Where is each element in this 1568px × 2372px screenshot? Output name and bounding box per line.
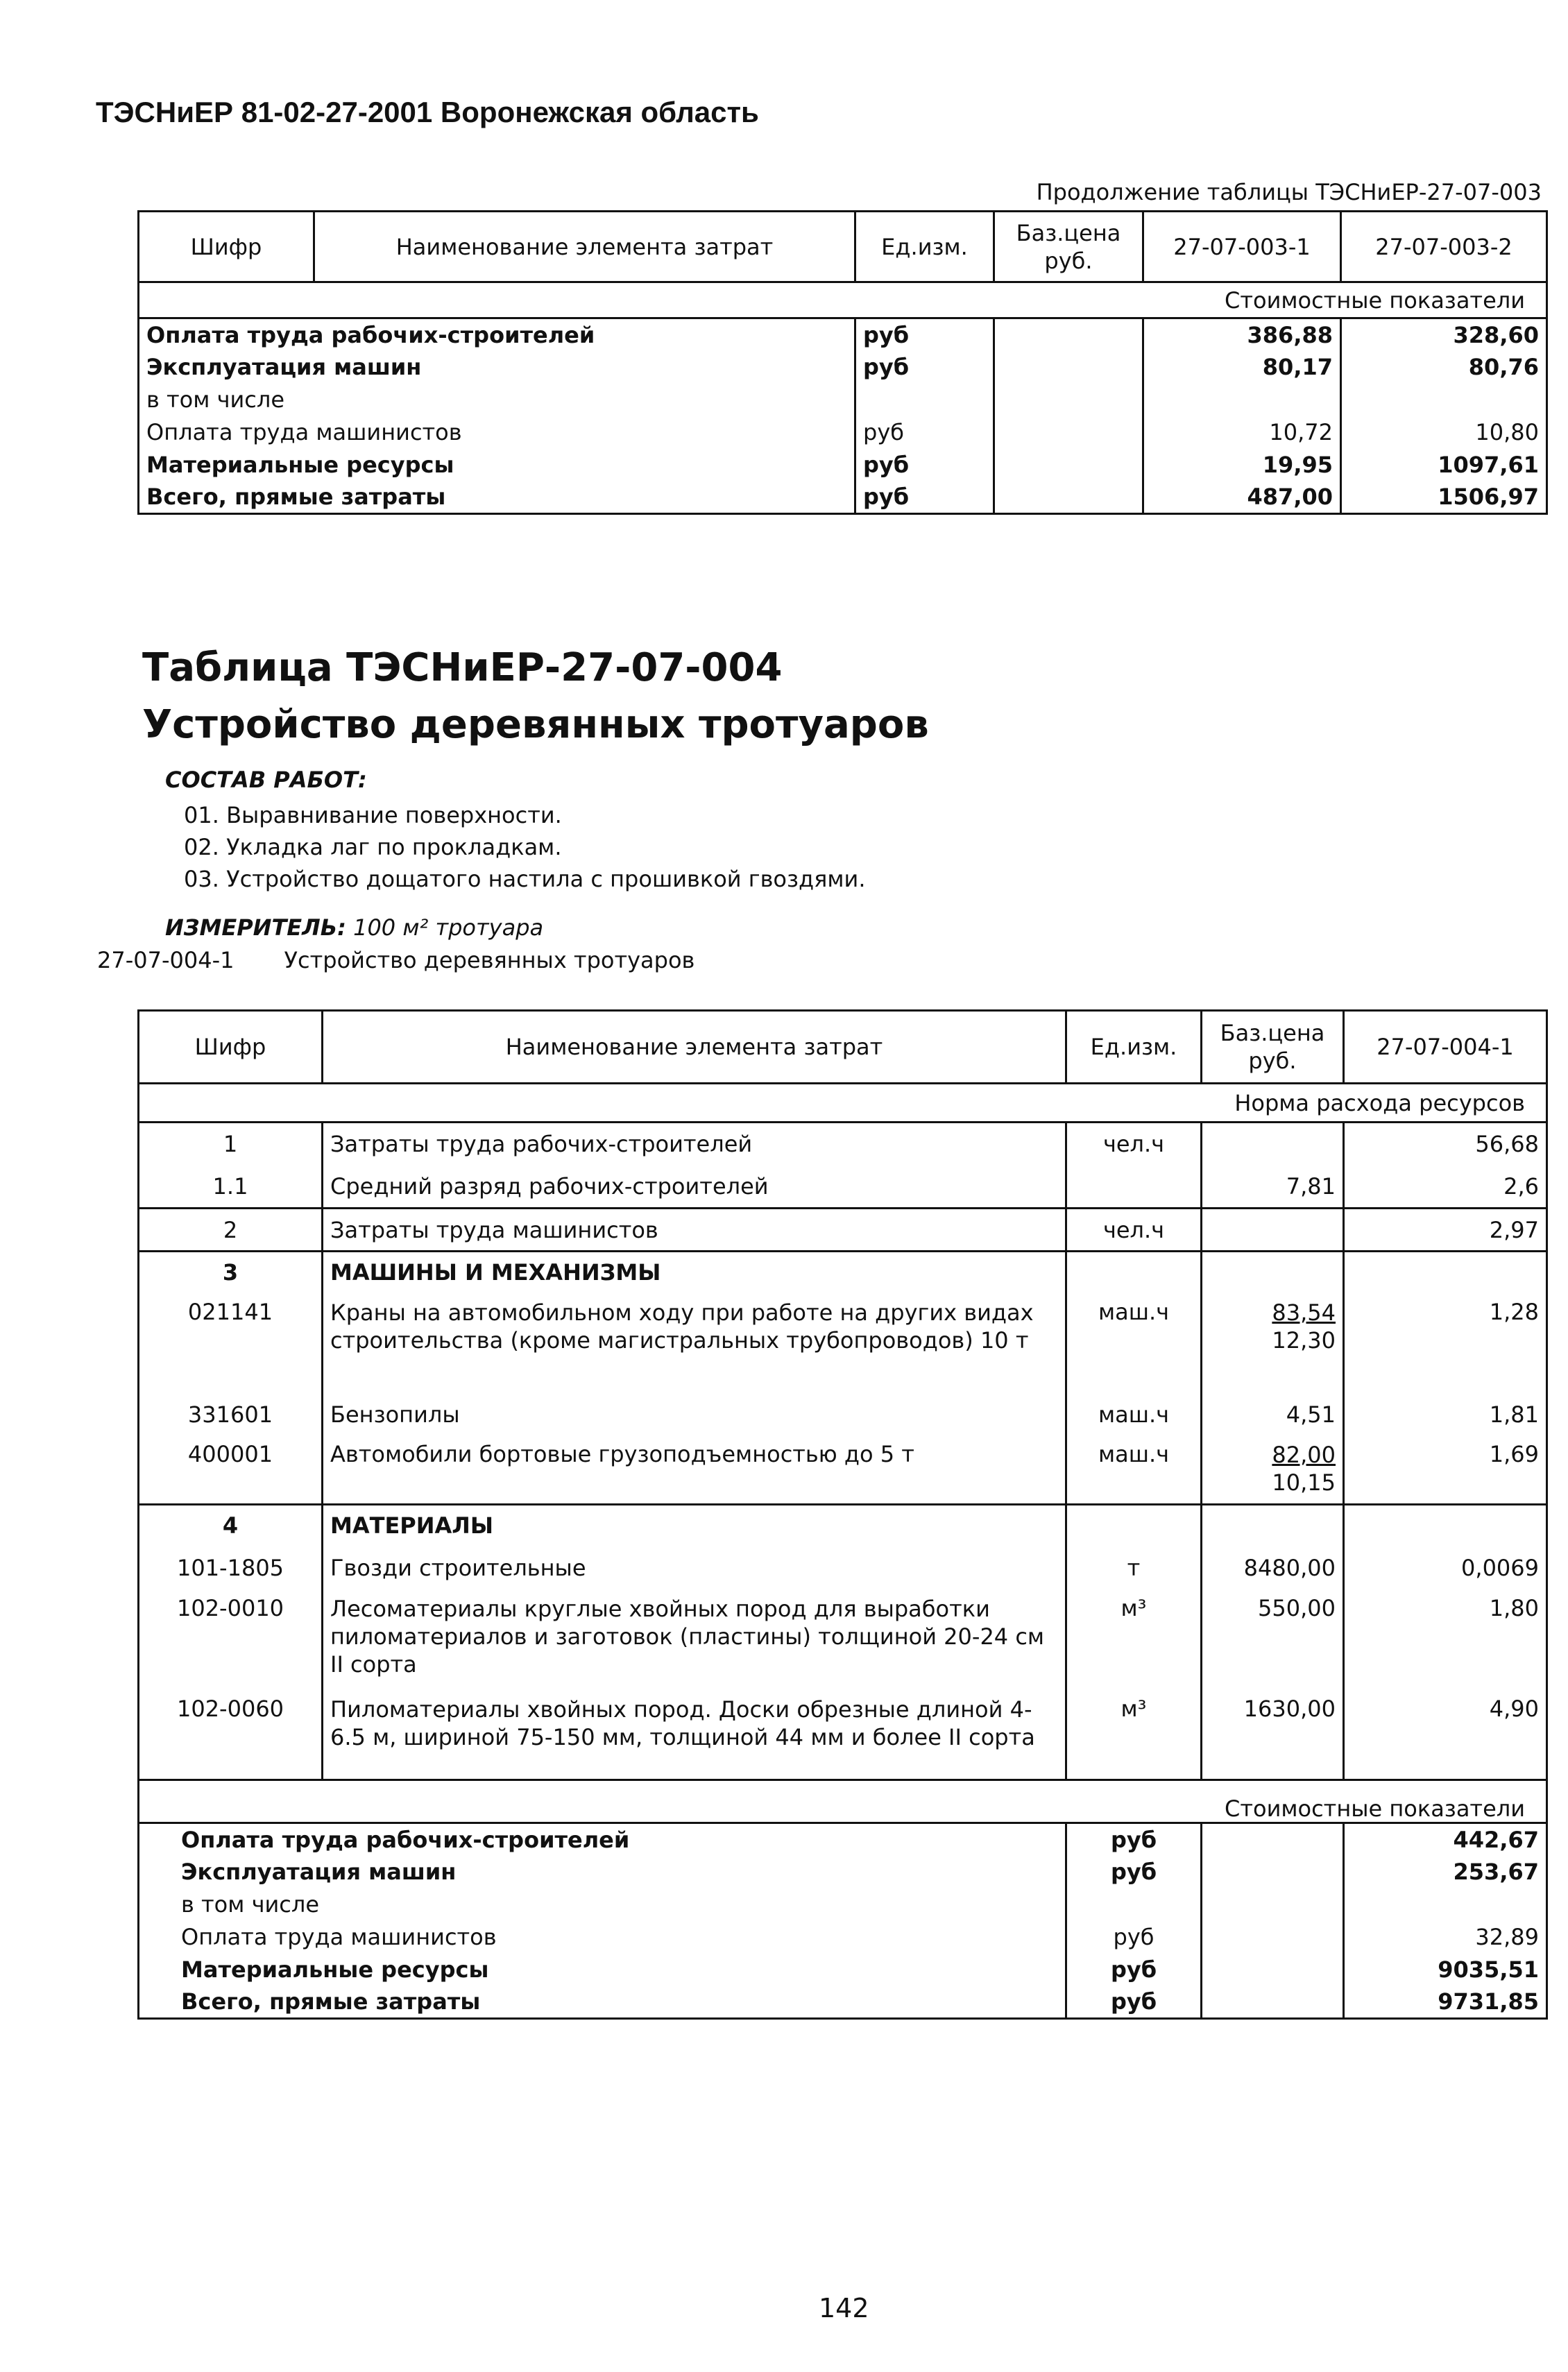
- row-unit: руб: [855, 481, 994, 514]
- row-price: 8480,00: [1202, 1546, 1344, 1589]
- row-code: 2: [139, 1209, 323, 1252]
- row-code: 4: [139, 1505, 323, 1546]
- row-value-1: 80,17: [1143, 351, 1341, 384]
- row-label: Всего, прямые затраты: [139, 1986, 1066, 2019]
- row-label: Материальные ресурсы: [139, 1954, 1066, 1986]
- row-value-2: 1506,97: [1341, 481, 1547, 514]
- row-unit: руб: [855, 449, 994, 481]
- row-value: 32,89: [1344, 1921, 1547, 1954]
- header-name: Наименование элемента затрат: [314, 212, 855, 282]
- row-value-2: 1097,61: [1341, 449, 1547, 481]
- measurer-value: 100 м² тротуара: [353, 914, 544, 941]
- table-27-07-004: [137, 1009, 1548, 2020]
- cost-section-label: Стоимостные показатели: [139, 282, 1547, 318]
- row-label: Эксплуатация машин: [139, 351, 855, 384]
- row-price: [1202, 1123, 1344, 1166]
- row-code: 400001: [139, 1435, 323, 1505]
- row-unit: маш.ч: [1066, 1293, 1202, 1394]
- row-value: 1,69: [1344, 1435, 1547, 1505]
- header-col1: 27-07-004-1: [1344, 1011, 1547, 1084]
- row-price-secondary: 10,15: [1272, 1469, 1336, 1496]
- row-unit: м³: [1066, 1690, 1202, 1780]
- row-price: [1202, 1209, 1344, 1252]
- row-name: Затраты труда рабочих-строителей: [323, 1123, 1066, 1166]
- row-unit: руб: [855, 416, 994, 449]
- cost-section-label: Стоимостные показатели: [139, 1780, 1547, 1823]
- continuation-caption: Продолжение таблицы ТЭСНиЕР-27-07-003: [1036, 179, 1542, 205]
- row-price-secondary: 12,30: [1272, 1326, 1336, 1354]
- row-value-2: 80,76: [1341, 351, 1547, 384]
- row-code: 101-1805: [139, 1546, 323, 1589]
- row-name: Бензопилы: [323, 1394, 1066, 1435]
- row-value-2: 10,80: [1341, 416, 1547, 449]
- header-shifr: Шифр: [139, 1011, 323, 1084]
- row-value: 0,0069: [1344, 1546, 1547, 1589]
- row-value: 1,28: [1344, 1293, 1547, 1394]
- row-unit: руб: [1066, 1856, 1202, 1888]
- row-price: 83,54: [1272, 1299, 1336, 1326]
- row-name: МАШИНЫ И МЕХАНИЗМЫ: [323, 1252, 1066, 1293]
- row-code: 1.1: [139, 1166, 323, 1209]
- row-unit: [1066, 1166, 1202, 1209]
- row-unit: руб: [855, 318, 994, 351]
- row-label: Всего, прямые затраты: [139, 481, 855, 514]
- row-label: в том числе: [139, 384, 855, 416]
- header-col1: 27-07-003-1: [1143, 212, 1341, 282]
- row-unit: м³: [1066, 1589, 1202, 1690]
- row-label: Эксплуатация машин: [139, 1856, 1066, 1888]
- row-code: 331601: [139, 1394, 323, 1435]
- row-code: 3: [139, 1252, 323, 1293]
- row-value-1: 19,95: [1143, 449, 1341, 481]
- row-label: Оплата труда рабочих-строителей: [139, 1823, 1066, 1856]
- header-name: Наименование элемента затрат: [323, 1011, 1066, 1084]
- operation-item: 02. Укладка лаг по прокладкам.: [184, 834, 562, 860]
- row-value-1: 10,72: [1143, 416, 1341, 449]
- operation-item: 01. Выравнивание поверхности.: [184, 802, 562, 828]
- item-code: 27-07-004-1: [97, 947, 235, 973]
- row-name: Пиломатериалы хвойных пород. Доски обрезные длиной 4-6.5 м, шириной 75-150 мм, толщиной 44 мм и более II сорта: [323, 1690, 1066, 1780]
- row-name: Краны на автомобильном ходу при работе на других видах строительства (кроме магистральных трубопроводов) 10 т: [323, 1293, 1066, 1394]
- row-label: Оплата труда машинистов: [139, 416, 855, 449]
- item-line: [97, 947, 694, 973]
- table-27-07-003: [137, 210, 1548, 515]
- row-price: 7,81: [1202, 1166, 1344, 1209]
- row-value: 1,80: [1344, 1589, 1547, 1690]
- operations-list: [184, 799, 866, 895]
- row-unit: руб: [855, 351, 994, 384]
- row-label: Оплата труда машинистов: [139, 1921, 1066, 1954]
- work-composition-label: СОСТАВ РАБОТ:: [165, 767, 367, 793]
- row-code: 1: [139, 1123, 323, 1166]
- document-header: ТЭСНиЕР 81-02-27-2001 Воронежская область: [96, 96, 759, 128]
- measurer-line: [165, 914, 543, 941]
- table-subtitle: Устройство деревянных тротуаров: [142, 702, 929, 747]
- row-price: 550,00: [1202, 1589, 1344, 1690]
- item-name: Устройство деревянных тротуаров: [284, 947, 695, 973]
- row-value-2: 328,60: [1341, 318, 1547, 351]
- row-value: 1,81: [1344, 1394, 1547, 1435]
- row-code: 021141: [139, 1293, 323, 1394]
- header-unit: Ед.изм.: [855, 212, 994, 282]
- row-unit: т: [1066, 1546, 1202, 1589]
- row-value-1: 487,00: [1143, 481, 1341, 514]
- row-price: 82,00: [1272, 1441, 1336, 1468]
- row-unit: руб: [1066, 1986, 1202, 2019]
- row-name: Гвозди строительные: [323, 1546, 1066, 1589]
- row-code: 102-0060: [139, 1690, 323, 1780]
- measurer-label: ИЗМЕРИТЕЛЬ:: [165, 914, 346, 941]
- row-unit: маш.ч: [1066, 1435, 1202, 1505]
- row-label: Оплата труда рабочих-строителей: [139, 318, 855, 351]
- header-shifr: Шифр: [139, 212, 314, 282]
- row-unit: чел.ч: [1066, 1123, 1202, 1166]
- row-unit: руб: [1066, 1921, 1202, 1954]
- row-unit: чел.ч: [1066, 1209, 1202, 1252]
- row-value: 253,67: [1344, 1856, 1547, 1888]
- row-name: МАТЕРИАЛЫ: [323, 1505, 1066, 1546]
- row-unit: маш.ч: [1066, 1394, 1202, 1435]
- page-number: 142: [819, 2293, 869, 2323]
- row-value: 2,97: [1344, 1209, 1547, 1252]
- row-name: Средний разряд рабочих-строителей: [323, 1166, 1066, 1209]
- row-label: в том числе: [139, 1888, 1066, 1921]
- header-col2: 27-07-003-2: [1341, 212, 1547, 282]
- row-unit: руб: [1066, 1954, 1202, 1986]
- row-label: Материальные ресурсы: [139, 449, 855, 481]
- row-name: Затраты труда машинистов: [323, 1209, 1066, 1252]
- row-code: 102-0010: [139, 1589, 323, 1690]
- norm-section-label: Норма расхода ресурсов: [139, 1084, 1547, 1123]
- row-value: 56,68: [1344, 1123, 1547, 1166]
- row-value: 9731,85: [1344, 1986, 1547, 2019]
- header-unit: Ед.изм.: [1066, 1011, 1202, 1084]
- header-price: Баз.цена руб.: [1202, 1011, 1344, 1084]
- operation-item: 03. Устройство дощатого настила с прошивкой гвоздями.: [184, 866, 866, 892]
- row-price: 1630,00: [1202, 1690, 1344, 1780]
- row-value: 9035,51: [1344, 1954, 1547, 1986]
- row-name: Лесоматериалы круглые хвойных пород для выработки пиломатериалов и заготовок (пластины) толщиной 20-24 см II сорта: [323, 1589, 1066, 1690]
- row-unit: руб: [1066, 1823, 1202, 1856]
- header-price: Баз.цена руб.: [994, 212, 1143, 282]
- row-name: Автомобили бортовые грузоподъемностью до 5 т: [323, 1435, 1066, 1505]
- row-value: 442,67: [1344, 1823, 1547, 1856]
- row-price: 4,51: [1202, 1394, 1344, 1435]
- row-value-1: 386,88: [1143, 318, 1341, 351]
- row-value: 2,6: [1344, 1166, 1547, 1209]
- table-title: Таблица ТЭСНиЕР-27-07-004: [142, 645, 783, 690]
- row-value: 4,90: [1344, 1690, 1547, 1780]
